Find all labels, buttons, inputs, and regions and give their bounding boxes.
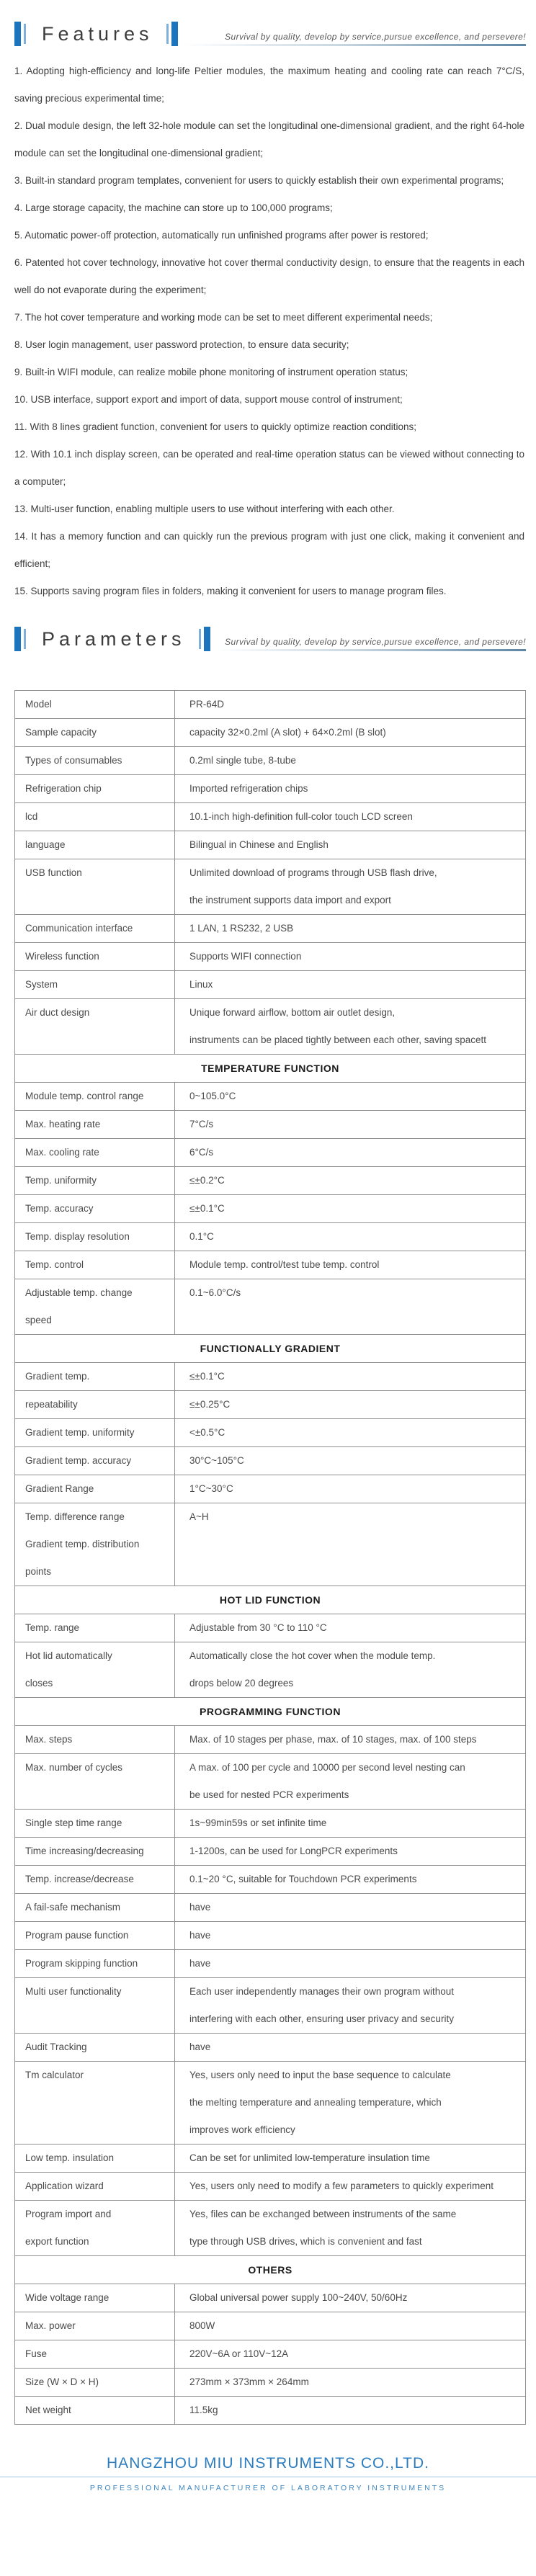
spec-label-line: Program import and [25,2209,112,2219]
spec-value [175,1922,526,1950]
spec-value [175,2340,526,2369]
spec-value-line: 220V~6A or 110V~12A [189,2348,289,2359]
spec-value-line: Each user independently manages their own program without [189,1986,454,1997]
table-row [15,775,526,803]
spec-label-line: Temp. accuracy [25,1203,94,1214]
table-row [15,1251,526,1279]
spec-value-line: capacity 32×0.2ml (A slot) + 64×0.2ml (B slot) [189,727,386,738]
parameters-table [14,690,526,2425]
spec-value [175,2034,526,2062]
spec-value-line: the melting temperature and annealing temperature, which [189,2097,442,2108]
spec-value-line: 1-1200s, can be used for LongPCR experiments [189,1846,398,1856]
spec-label-line: closes [25,1678,53,1689]
table-row [15,1726,526,1754]
spec-value [175,775,526,803]
spec-value [175,1726,526,1754]
table-row [15,1223,526,1251]
spec-label-line: Single step time range [25,1817,122,1828]
spec-value-line: Yes, users only need to modify a few parameters to quickly experiment [189,2181,493,2191]
features-title: Features [42,23,153,45]
feature-item: 15. Supports saving program files in folders, making it convenient for users to manage program files. [14,586,447,596]
spec-value-line: 10.1-inch high-definition full-color touch LCD screen [189,811,413,822]
spec-label-line: Temp. increase/decrease [25,1874,134,1884]
table-section-row [15,1335,526,1363]
spec-value-line: A~H [189,1511,209,1522]
spec-value [175,1363,526,1391]
spec-label [15,775,175,803]
section-title: FUNCTIONALLY GRADIENT [15,1335,526,1363]
spec-label [15,1894,175,1922]
spec-label [15,943,175,971]
spec-value [175,1391,526,1419]
spec-label-line: points [25,1566,52,1577]
spec-label [15,1503,175,1586]
spec-label [15,691,175,719]
table-row [15,831,526,859]
table-row [15,1419,526,1447]
spec-value-line: be used for nested PCR experiments [189,1789,349,1800]
feature-item: 7. The hot cover temperature and working mode can be set to meet different experimental needs; [14,312,433,323]
table-row [15,2201,526,2256]
spec-value [175,1419,526,1447]
spec-value [175,1950,526,1978]
spec-value-line: the instrument supports data import and export [189,895,391,905]
spec-value [175,1279,526,1335]
feature-item: 3. Built-in standard program templates, convenient for users to quickly establish their own experimental programs; [14,175,504,186]
spec-label [15,1922,175,1950]
table-row [15,2312,526,2340]
parameters-slogan: Survival by quality, develop by service,pursue excellence, and persevere! [225,637,526,647]
spec-label-line: Max. number of cycles [25,1762,123,1773]
spec-value [175,2062,526,2145]
spec-label [15,2312,175,2340]
spec-value [175,691,526,719]
table-row [15,747,526,775]
table-row [15,1922,526,1950]
spec-value-line: PR-64D [189,699,225,710]
spec-label [15,1251,175,1279]
spec-value-line: Can be set for unlimited low-temperature insulation time [189,2152,430,2163]
spec-value-line: Max. of 10 stages per phase, max. of 10 stages, max. of 100 steps [189,1734,477,1745]
spec-value [175,2312,526,2340]
spec-label-line: Temp. range [25,1622,80,1633]
table-row [15,1866,526,1894]
spec-value-line: have [189,1958,211,1969]
table-row [15,1894,526,1922]
spec-value [175,859,526,915]
spec-label-line: export function [25,2236,89,2247]
spec-value [175,1614,526,1642]
spec-label-line: speed [25,1315,52,1325]
spec-label-line: Max. steps [25,1734,73,1745]
spec-value [175,1111,526,1139]
spec-label [15,1726,175,1754]
spec-value-line: 7°C/s [189,1119,214,1130]
table-row [15,1195,526,1223]
spec-label [15,1111,175,1139]
spec-label [15,2284,175,2312]
spec-value [175,1503,526,1586]
spec-label-line: Max. heating rate [25,1119,101,1130]
spec-value [175,1866,526,1894]
spec-value-line: 0~105.0°C [189,1091,236,1101]
table-row [15,1475,526,1503]
table-row [15,1754,526,1810]
spec-label-line: Temp. uniformity [25,1175,97,1186]
spec-value [175,1083,526,1111]
spec-label-line: Wireless function [25,951,99,962]
table-row [15,915,526,943]
spec-label [15,1978,175,2034]
accent-bar-icon [14,22,21,46]
spec-value [175,1167,526,1195]
spec-label [15,803,175,831]
spec-label-line: Adjustable temp. change [25,1287,133,1298]
spec-label [15,2201,175,2256]
section-title: PROGRAMMING FUNCTION [15,1698,526,1726]
accent-bar-icon [171,22,178,46]
spec-value [175,831,526,859]
spec-value [175,747,526,775]
spec-label-line: Fuse [25,2348,48,2359]
accent-bar-thin-icon [199,629,201,649]
spec-value [175,2201,526,2256]
table-row [15,1391,526,1419]
spec-value [175,915,526,943]
feature-item: 12. With 10.1 inch display screen, can be operated and real-time operation status can be viewed without connecting to a computer; [14,449,524,487]
spec-value [175,2369,526,2397]
spec-label [15,915,175,943]
spec-value-line: interfering with each other, ensuring user privacy and security [189,2013,454,2024]
spec-label-line: Module temp. control range [25,1091,144,1101]
spec-label [15,1838,175,1866]
spec-label [15,859,175,915]
spec-label-line: repeatability [25,1399,78,1410]
table-row [15,999,526,1055]
table-row [15,691,526,719]
spec-value-line: 0.1°C [189,1231,214,1242]
spec-value-line: have [189,2041,211,2052]
spec-value [175,1251,526,1279]
spec-value [175,1754,526,1810]
parameters-title-emblem [14,627,210,651]
spec-label-line: Audit Tracking [25,2041,87,2052]
features-header-right [182,32,526,46]
spec-label-line: USB function [25,867,82,878]
spec-value-line: 1°C~30°C [189,1483,233,1494]
spec-value [175,719,526,747]
spec-label [15,999,175,1055]
spec-label [15,1866,175,1894]
spec-value-line: Unique forward airflow, bottom air outlet design, [189,1007,396,1018]
spec-label [15,2340,175,2369]
spec-label-line: Size (W × D × H) [25,2376,99,2387]
spec-value-line: 0.2ml single tube, 8-tube [189,755,296,766]
spec-value-line: Imported refrigeration chips [189,783,308,794]
footer [0,2455,536,2492]
table-row [15,1950,526,1978]
table-row [15,2173,526,2201]
table-row [15,2062,526,2145]
features-title-emblem [14,22,178,46]
spec-value-line: Adjustable from 30 °C to 110 °C [189,1622,327,1633]
spec-value-line: Linux [189,979,213,990]
parameters-header [0,605,536,651]
spec-label-line: Gradient temp. uniformity [25,1427,135,1438]
spec-value-line: 273mm × 373mm × 264mm [189,2376,309,2387]
footer-tagline: PROFESSIONAL MANUFACTURER OF LABORATORY INSTRUMENTS [89,2484,447,2492]
section-title: OTHERS [15,2256,526,2284]
table-section-row [15,2256,526,2284]
feature-item: 1. Adopting high-efficiency and long-life Peltier modules, the maximum heating and cooling rate can reach 7°C/S, saving precious experimental time; [14,66,524,104]
spec-label [15,1475,175,1503]
spec-value [175,1223,526,1251]
spec-value [175,2284,526,2312]
spec-label-line: Program skipping function [25,1958,138,1969]
spec-value [175,1195,526,1223]
spec-value [175,1978,526,2034]
table-row [15,1838,526,1866]
spec-value [175,1642,526,1698]
spec-label [15,1363,175,1391]
spec-value [175,1139,526,1167]
spec-label-line: language [25,839,66,850]
header-gradient-rule [182,44,526,46]
spec-label [15,1810,175,1838]
spec-value-line: improves work efficiency [189,2124,295,2135]
spec-label-line: Gradient temp. accuracy [25,1455,132,1466]
parameters-title: Parameters [42,628,186,650]
table-row [15,2284,526,2312]
spec-label-line: System [25,979,58,990]
spec-value-line: Automatically close the hot cover when the module temp. [189,1650,436,1661]
spec-value [175,2145,526,2173]
footer-company-name: HANGZHOU MIU INSTRUMENTS CO.,LTD. [107,2455,429,2472]
spec-label-line: Gradient Range [25,1483,94,1494]
spec-value-line: 800W [189,2320,215,2331]
table-row [15,1139,526,1167]
spec-value [175,1894,526,1922]
spec-label-line: Program pause function [25,1930,129,1941]
spec-label-line: Types of consumables [25,755,122,766]
spec-label [15,2062,175,2145]
spec-value [175,943,526,971]
spec-label-line: Tm calculator [25,2070,84,2080]
header-gradient-rule [215,649,526,651]
spec-label-line: Temp. control [25,1259,84,1270]
spec-label-line: Temp. display resolution [25,1231,130,1242]
spec-label-line: Net weight [25,2405,71,2415]
spec-value-line: have [189,1930,211,1941]
spec-label-line: A fail-safe mechanism [25,1902,121,1913]
spec-value-line: 11.5kg [189,2405,218,2415]
spec-label-line: Refrigeration chip [25,783,102,794]
accent-bar-icon [204,627,210,651]
feature-item: 6. Patented hot cover technology, innovative hot cover thermal conductivity design, to ensure that the reagents in each well do not evaporate during the experiment; [14,257,524,295]
spec-value-line: ≤±0.2°C [189,1175,225,1186]
spec-label [15,1614,175,1642]
spec-label-line: Max. cooling rate [25,1147,99,1158]
feature-item: 8. User login management, user password protection, to ensure data security; [14,339,349,350]
spec-value [175,803,526,831]
table-row [15,1978,526,2034]
table-row [15,2397,526,2425]
feature-item: 5. Automatic power-off protection, automatically run unfinished programs after power is restored; [14,230,429,241]
spec-value-line: 1 LAN, 1 RS232, 2 USB [189,923,294,934]
spec-value [175,971,526,999]
spec-label [15,971,175,999]
spec-label [15,2173,175,2201]
table-row [15,1167,526,1195]
section-title: HOT LID FUNCTION [15,1586,526,1614]
spec-label [15,1195,175,1223]
table-row [15,1447,526,1475]
spec-value [175,1475,526,1503]
spec-value-line: ≤±0.25°C [189,1399,231,1410]
table-row [15,2034,526,2062]
spec-label-line: Max. power [25,2320,76,2331]
spec-value-line: drops below 20 degrees [189,1678,294,1689]
spec-label [15,1139,175,1167]
features-list [0,46,536,605]
spec-label [15,719,175,747]
feature-item: 14. It has a memory function and can quickly run the previous program with just one click, making it convenient and efficient; [14,531,524,569]
spec-value-line: 0.1~20 °C, suitable for Touchdown PCR experiments [189,1874,417,1884]
spec-label-line: Gradient temp. distribution [25,1539,140,1549]
table-row [15,1810,526,1838]
feature-item: 13. Multi-user function, enabling multiple users to use without interfering with each other. [14,504,395,514]
table-row [15,1083,526,1111]
spec-value-line: <±0.5°C [189,1427,225,1438]
spec-value-line: instruments can be placed tightly between each other, saving spacett [189,1034,487,1045]
feature-item: 4. Large storage capacity, the machine can store up to 100,000 programs; [14,202,333,213]
table-row [15,1642,526,1698]
spec-label [15,2369,175,2397]
spec-label-line: Hot lid automatically [25,1650,112,1661]
spec-label [15,2397,175,2425]
table-row [15,719,526,747]
spec-value-line: Unlimited download of programs through USB flash drive, [189,867,437,878]
table-row [15,803,526,831]
spec-value-line: have [189,1902,211,1913]
spec-label [15,1167,175,1195]
spec-value-line: Module temp. control/test tube temp. control [189,1259,380,1270]
spec-label [15,2034,175,2062]
spec-value-line: Yes, files can be exchanged between instruments of the same [189,2209,457,2219]
spec-label-line: Application wizard [25,2181,104,2191]
spec-value-line: 0.1~6.0°C/s [189,1287,241,1298]
spec-label [15,1447,175,1475]
feature-item: 11. With 8 lines gradient function, convenient for users to quickly optimize reaction conditions; [14,421,417,432]
spec-value-line: Global universal power supply 100~240V, 50/60Hz [189,2292,408,2303]
table-section-row [15,1055,526,1083]
spec-value-line: type through USB drives, which is convenient and fast [189,2236,422,2247]
spec-value-line: Yes, users only need to input the base sequence to calculate [189,2070,451,2080]
table-row [15,1614,526,1642]
spec-value-line: Bilingual in Chinese and English [189,839,329,850]
spec-value-line: ≤±0.1°C [189,1371,225,1382]
table-row [15,1279,526,1335]
feature-item: 10. USB interface, support export and import of data, support mouse control of instrument; [14,394,403,405]
spec-value-line: Supports WIFI connection [189,951,302,962]
spec-label [15,1083,175,1111]
spec-label [15,2145,175,2173]
table-row [15,1111,526,1139]
table-row [15,859,526,915]
spec-label-line: Gradient temp. [25,1371,90,1382]
spec-value-line: 1s~99min59s or set infinite time [189,1817,327,1828]
table-section-row [15,1586,526,1614]
table-section-row [15,1698,526,1726]
spec-value [175,999,526,1055]
table-row [15,1363,526,1391]
spec-label [15,831,175,859]
spec-value-line: 6°C/s [189,1147,214,1158]
spec-label-line: Wide voltage range [25,2292,110,2303]
spec-label-line: Time increasing/decreasing [25,1846,144,1856]
spec-value-line: A max. of 100 per cycle and 10000 per second level nesting can [189,1762,465,1773]
spec-value [175,2173,526,2201]
spec-label [15,747,175,775]
table-row [15,2145,526,2173]
spec-value-line: ≤±0.1°C [189,1203,225,1214]
spec-label-line: Communication interface [25,923,133,934]
spec-label [15,1223,175,1251]
table-row [15,1503,526,1586]
spec-label [15,1391,175,1419]
spec-label [15,1279,175,1335]
parameters-table-body [15,691,526,2425]
table-row [15,943,526,971]
spec-label [15,1950,175,1978]
features-slogan: Survival by quality, develop by service,pursue excellence, and persevere! [225,32,526,42]
section-title: TEMPERATURE FUNCTION [15,1055,526,1083]
spec-value-line: 30°C~105°C [189,1455,244,1466]
spec-label-line: Air duct design [25,1007,90,1018]
accent-bar-thin-icon [166,24,169,44]
spec-label-line: Model [25,699,52,710]
spec-label [15,1754,175,1810]
spec-label-line: Sample capacity [25,727,97,738]
spec-value [175,1810,526,1838]
feature-item: 9. Built-in WIFI module, can realize mobile phone monitoring of instrument operation status; [14,367,408,377]
table-row [15,2340,526,2369]
spec-value [175,2397,526,2425]
spec-label-line: lcd [25,811,38,822]
spec-label-line: Low temp. insulation [25,2152,115,2163]
feature-item: 2. Dual module design, the left 32-hole module can set the longitudinal one-dimensional gradient, and the right 64-hole module can set the longitudinal one-dimensional gradient; [14,120,524,158]
spec-label-line: Temp. difference range [25,1511,125,1522]
spec-value [175,1447,526,1475]
features-header [0,0,536,46]
table-row [15,2369,526,2397]
spec-label [15,1419,175,1447]
table-row [15,971,526,999]
parameters-header-right [215,637,526,651]
spec-value [175,1838,526,1866]
spec-label [15,1642,175,1698]
spec-label-line: Multi user functionality [25,1986,122,1997]
accent-bar-icon [14,627,21,651]
